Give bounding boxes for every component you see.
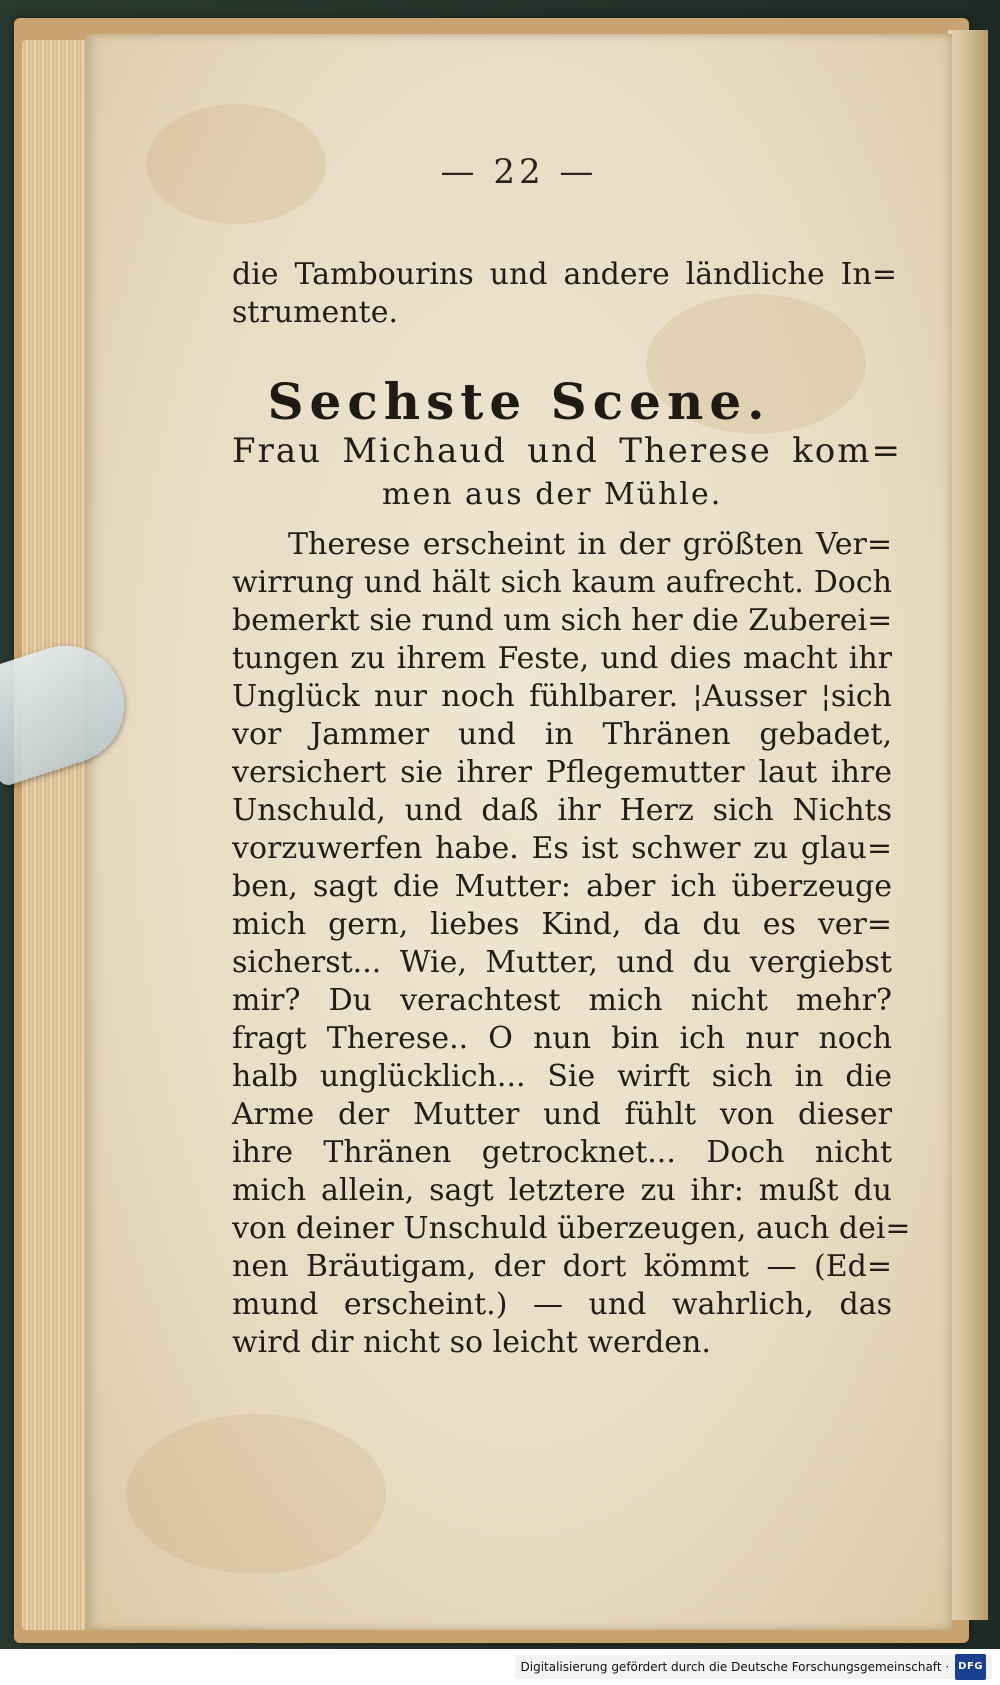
text-line: vorzuwerfen habe. Es ist schwer zu glau= [232,831,892,866]
text-line: wird dir nicht so leicht werden. [232,1325,711,1360]
text-line: Unglück nur noch fühlbarer. ¦Ausser ¦sich [232,679,892,714]
text-line: mich allein, sagt letztere zu ihr: mußt du [232,1173,892,1208]
text-line: von deiner Unschuld überzeugen, auch dei= [232,1211,911,1246]
text-line: vor Jammer und in Thränen gebadet, [232,717,892,752]
digitization-credit [515,1655,992,1679]
text-line: tungen zu ihrem Feste, und dies macht ihr [232,641,892,676]
page-number: — 22 — [440,152,598,192]
text-line: Frau Michaud und Therese kom= [232,431,902,471]
text-line: ihre Thränen getrocknet... Doch nicht [232,1135,892,1170]
credit-text: Digitalisierung gefördert durch die Deutsche Forschungsgemeinschaft · [520,1660,950,1674]
dfg-logo: DFG [955,1654,986,1680]
text-line: Unschuld, und daß ihr Herz sich Nichts [232,793,892,828]
text-line: Therese erscheint in der größten Ver= [288,527,892,562]
text-line: strumente. [232,295,398,330]
paper-stain [126,1414,386,1574]
text-line: wirrung und hält sich kaum aufrecht. Doch [232,565,892,600]
text-line: mich gern, liebes Kind, da du es ver= [232,907,892,942]
text-line: Arme der Mutter und fühlt von dieser [232,1097,892,1132]
text-line: sicherst... Wie, Mutter, und du vergiebst [232,945,892,980]
text-line: men aus der Mühle. [382,477,723,512]
text-line: halb unglücklich... Sie wirft sich in die [232,1059,892,1094]
right-page-edge [948,30,988,1620]
text-line: nen Bräutigam, der dort kömmt — (Ed= [232,1249,892,1284]
text-line: mir? Du verachtest mich nicht mehr? [232,983,892,1018]
text-line: fragt Therese.. O nun bin ich nur noch [232,1021,892,1056]
text-line: ben, sagt die Mutter: aber ich überzeuge [232,869,892,904]
book-page [86,34,952,1630]
text-line: die Tambourins und andere ländliche In= [232,257,897,292]
text-line: mund erscheint.) — und wahrlich, das [232,1287,892,1322]
scene-heading: Sechste Scene. [267,372,771,431]
text-line: bemerkt sie rund um sich her die Zuberei= [232,603,893,638]
text-line: versichert sie ihrer Pflegemutter laut ihre [232,755,892,790]
